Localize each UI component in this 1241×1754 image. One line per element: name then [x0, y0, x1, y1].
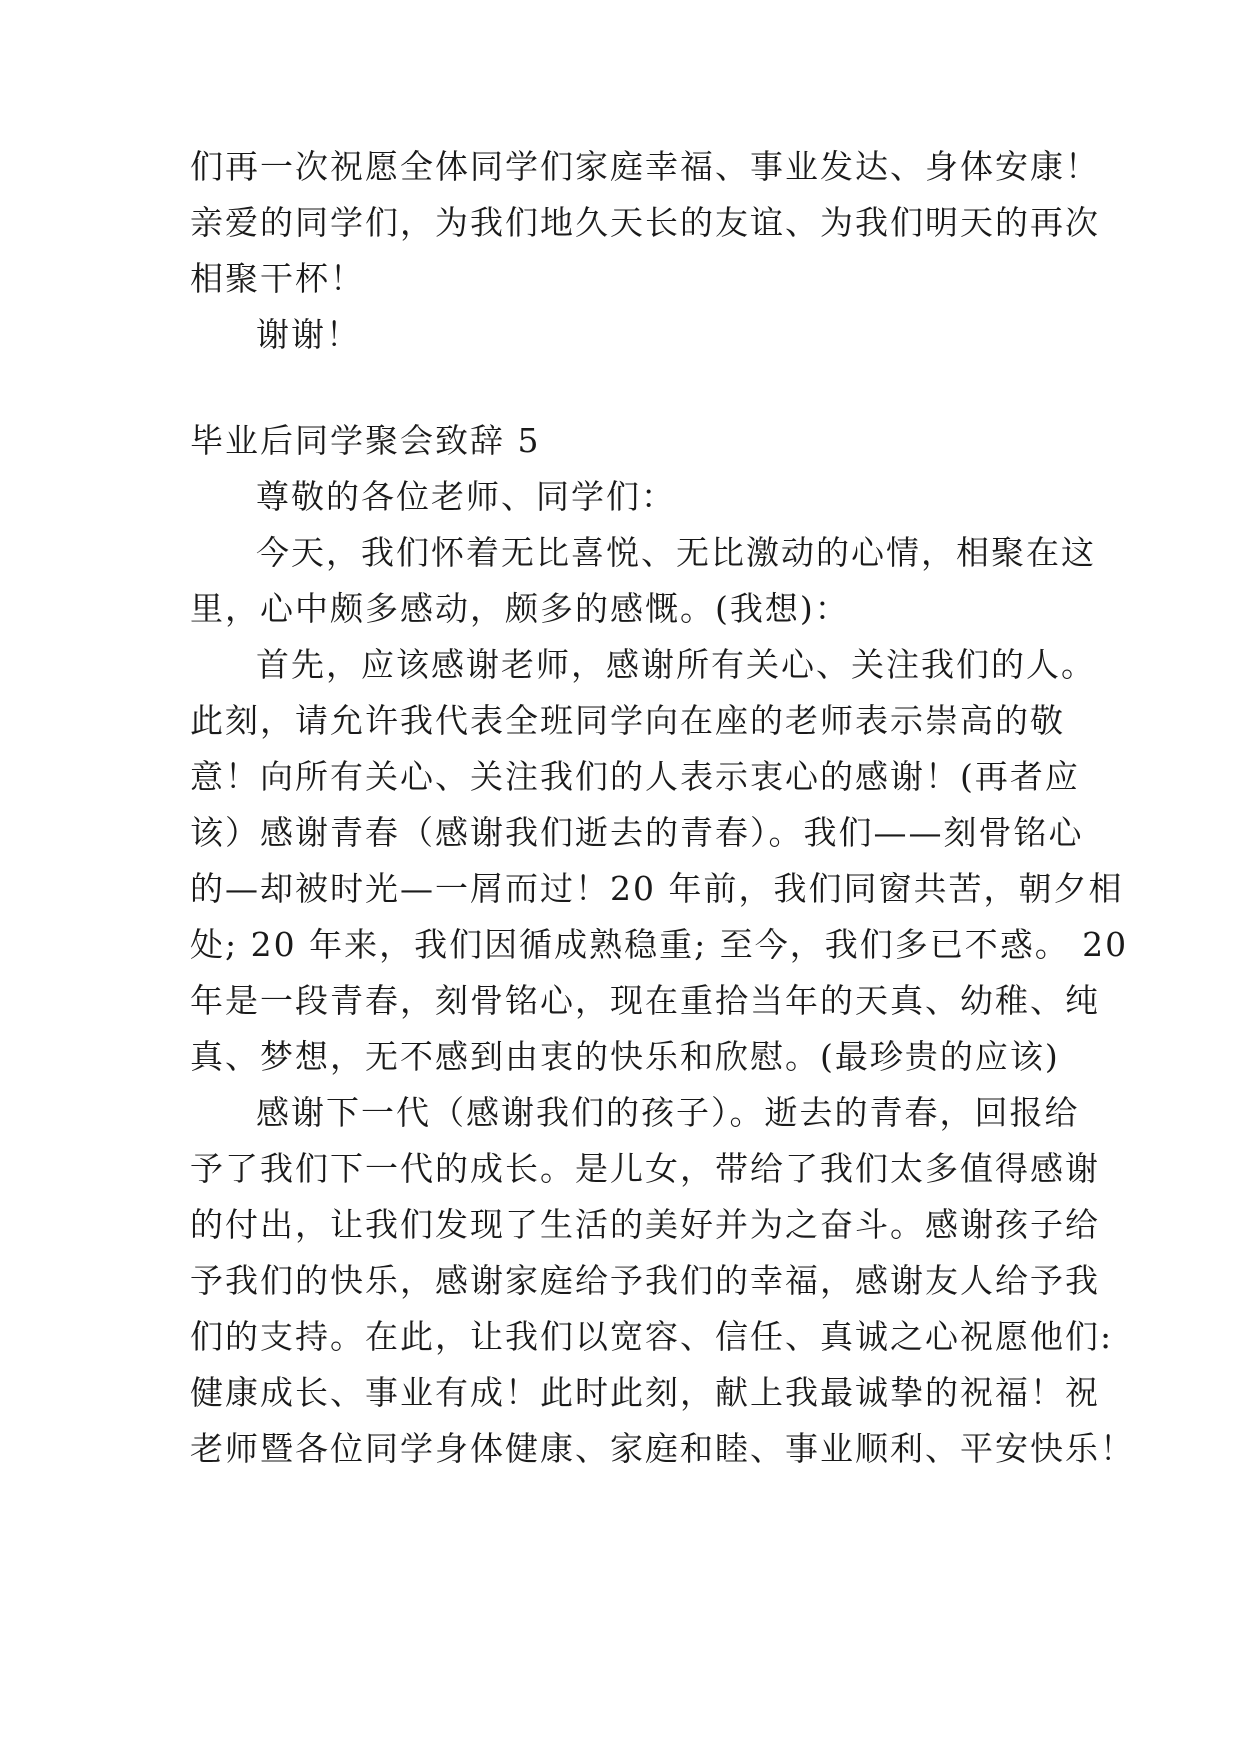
text-line: 意！向所有关心、关注我们的人表示衷心的感谢！(再者应	[190, 757, 1080, 796]
text-line: 予了我们下一代的成长。是儿女，带给了我们太多值得感谢	[190, 1149, 1100, 1188]
text-line: 相聚干杯！	[190, 259, 365, 298]
text-line: 处; 20 年来，我们因循成熟稳重; 至今，我们多已不惑。 20	[190, 925, 1129, 964]
text-line: 谢谢！	[256, 315, 361, 354]
text-line: 健康成长、事业有成！此时此刻，献上我最诚挚的祝福！祝	[190, 1373, 1100, 1412]
text-line: 的付出，让我们发现了生活的美好并为之奋斗。感谢孩子给	[190, 1205, 1100, 1244]
text-line: 里，心中颇多感动，颇多的感慨。(我想)：	[190, 589, 850, 628]
salutation: 尊敬的各位老师、同学们：	[256, 477, 676, 516]
text-line: 此刻，请允许我代表全班同学向在座的老师表示崇高的敬	[190, 701, 1065, 740]
text-line: 感谢下一代（感谢我们的孩子）。逝去的青春，回报给	[256, 1093, 1080, 1132]
text-line: 今天，我们怀着无比喜悦、无比激动的心情，相聚在这	[256, 533, 1096, 572]
text-line: 真、梦想，无不感到由衷的快乐和欣慰。(最珍贵的应该)	[190, 1037, 1060, 1076]
text-line: 该）感谢青春（感谢我们逝去的青春）。我们——刻骨铭心	[190, 813, 1084, 852]
text-line: 们再一次祝愿全体同学们家庭幸福、事业发达、身体安康！	[190, 147, 1100, 186]
text-line: 年是一段青春，刻骨铭心，现在重拾当年的天真、幼稚、纯	[190, 981, 1100, 1020]
text-line: 首先，应该感谢老师，感谢所有关心、关注我们的人。	[256, 645, 1096, 684]
text-line: 的—却被时光—一屑而过！20 年前，我们同窗共苦，朝夕相	[190, 869, 1124, 908]
text-line: 予我们的快乐，感谢家庭给予我们的幸福，感谢友人给予我	[190, 1261, 1100, 1300]
section-heading: 毕业后同学聚会致辞 5	[190, 421, 541, 460]
text-line: 们的支持。在此，让我们以宽容、信任、真诚之心祝愿他们:	[190, 1317, 1114, 1356]
text-line: 老师暨各位同学身体健康、家庭和睦、事业顺利、平安快乐！	[190, 1429, 1135, 1468]
text-line: 亲爱的同学们，为我们地久天长的友谊、为我们明天的再次	[190, 203, 1100, 242]
